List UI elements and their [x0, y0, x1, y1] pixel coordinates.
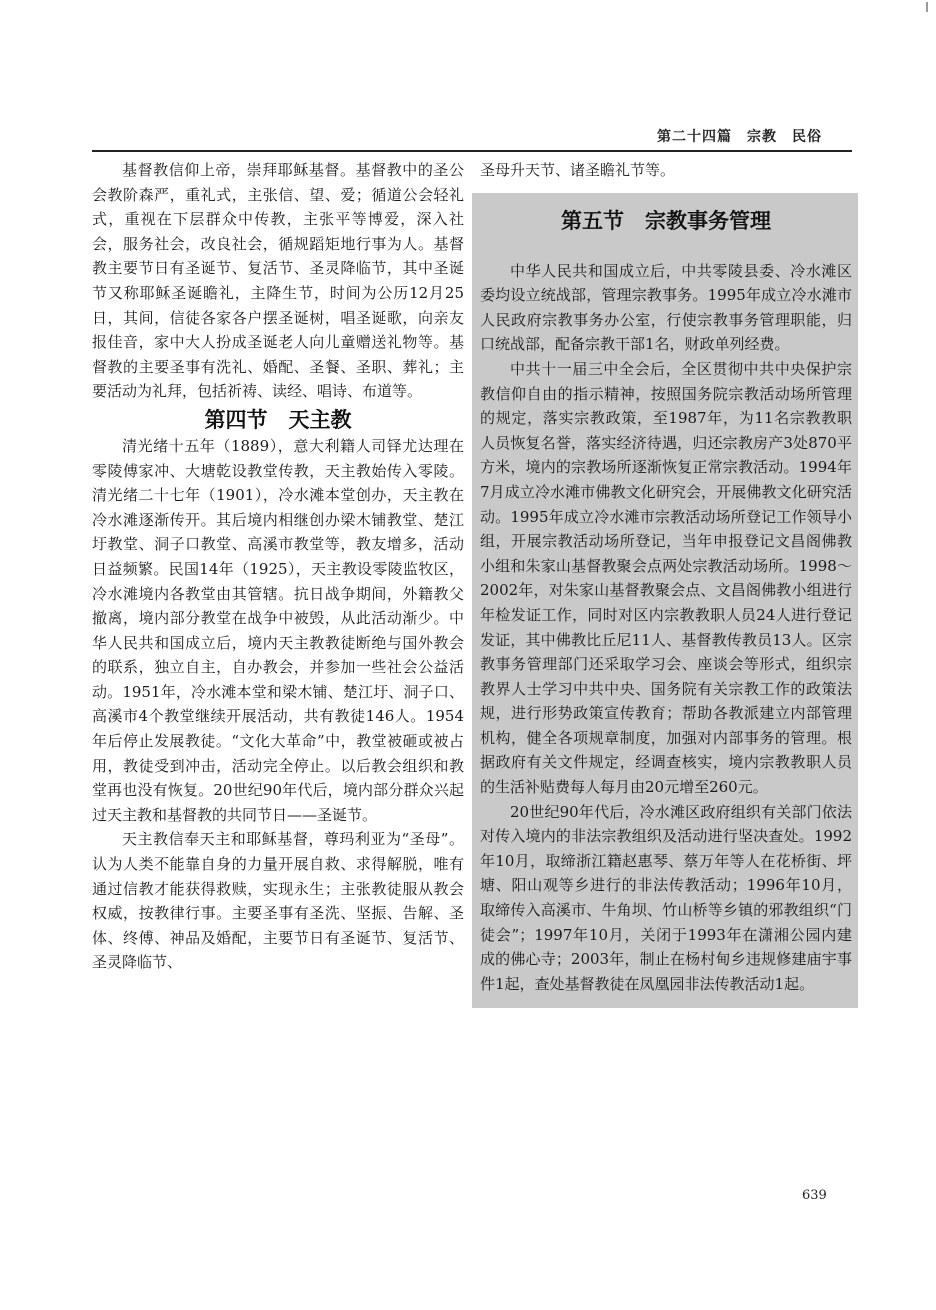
header-rule	[92, 150, 852, 152]
paragraph-management-3: 20世纪90年代后，冷水滩区政府组织有关部门依法对传入境内的非法宗教组织及活动进行坚决查处。1992年10月，取缔浙江籍赵惠琴、蔡万年等人在花桥街、坪塘、阳山观等乡进行的非法传教活动；1996年10月，取缔传入高溪市、牛角坝、竹山桥等乡镇的邪教组织“门徒会”；1997年10月，关闭于1993年在潇湘公园内建成的佛心寺；2003年，制止在杨村甸乡违规修建庙宇事件1起，查处基督教徒在凤凰园非法传教活动1起。	[480, 802, 852, 993]
paragraph-catholic-history: 清光绪十五年（1889），意大利籍人司铎尤达理在零陵傅家冲、大塘乾设教堂传教，天主教始传入零陵。清光绪二十七年（1901），冷水滩本堂创办，天主教在冷水滩逐渐传开。其后境内相继创办梁木铺教堂、楚江圩教堂、洞子口教堂、高溪市教堂等，教友增多，活动日益频繁。民国14年（1925），天主教设零陵监牧区，冷水滩境内各教堂由其管辖。抗日战争期间，外籍教父撤离，境内部分教堂在战争中被毁，从此活动渐少。中华人民共和国成立后，境内天主教教徒断绝与国外教会的联系，独立自主，自办教会，并参加一些社会公益活动。1951年，冷水滩本堂和梁木铺、楚江圩、洞子口、高溪市4个教堂继续开展活动，共有教徒146人。1954年后停止发展教徒。“文化大革命”中，教堂被砸或被占用，教徒受到冲击，活动完全停止。以后教会组织和教堂再也没有恢复。20世纪90年代后，境内部分群众兴起过天主教和基督教的共同节日——圣诞节。	[92, 436, 464, 824]
paragraph-protestant: 基督教信仰上帝，崇拜耶稣基督。基督教中的圣公会教阶森严，重礼式，主张信、望、爱；循道公会轻礼式，重视在下层群众中传教，主张平等博爱，深入社会，服务社会，改良社会，循规蹈矩地行事为人。基督教主要节日有圣诞节、复活节、圣灵降临节，其中圣诞节又称耶稣圣诞瞻礼，主降生节，时间为公历12月25日，其间，信徒各家各户摆圣诞树，唱圣诞歌，向亲友报佳音，家中大人扮成圣诞老人向儿童赠送礼物等。基督教的主要圣事有洗礼、婚配、圣餐、圣职、葬礼；主要活动为礼拜，包括祈祷、读经、唱诗、布道等。	[92, 161, 464, 401]
section-4-title: 第四节 天主教	[204, 407, 352, 432]
section-5-box	[472, 193, 858, 1009]
paragraph-management-2: 中共十一届三中全会后，全区贯彻中共中央保护宗教信仰自由的指示精神，按照国务院宗教活动场所管理的规定，落实宗教政策，至1987年，为11名宗教教职人员恢复名誉，落实经济待遇，归还宗教房产3处870平方米，境内的宗教场所逐渐恢复正常宗教活动。1994年7月成立冷水滩市佛教文化研究会，开展佛教文化研究活动。1995年成立冷水滩市宗教活动场所登记工作领导小组，开展宗教活动场所登记，当年申报登记文昌阁佛教小组和朱家山基督教聚会点两处宗教活动场所。1998～2002年，对朱家山基督教聚会点、文昌阁佛教小组进行年检发证工作，同时对区内宗教教职人员24人进行登记发证，其中佛教比丘尼11人、基督教传教员13人。区宗教事务管理部门还采取学习会、座谈会等形式，组织宗教界人士学习中共中央、国务院有关宗教工作的政策法规，进行形势政策宣传教育；帮助各教派建立内部管理机构，健全各项规章制度，加强对内部事务的管理。根据政府有关文件规定，经调查核实，境内宗教教职人员的生活补贴费每人每月由20元增至260元。	[480, 359, 852, 797]
corner-mark	[926, 2, 928, 12]
paragraph-management-1: 中华人民共和国成立后，中共零陵县委、冷水滩区委均设立统战部，管理宗教事务。1995年成立冷水滩市人民政府宗教事务办公室，行使宗教事务管理职能，归口统战部，配备宗教干部1名，财政单列经费。	[480, 261, 852, 354]
section-5-title: 第五节 宗教事务管理	[561, 208, 771, 233]
paragraph-continuation: 圣母升天节、诸圣瞻礼节等。	[480, 161, 676, 179]
chapter-header: 第二十四篇 宗教 民俗	[657, 129, 822, 145]
left-column	[92, 158, 464, 975]
page-number: 639	[802, 1188, 827, 1203]
right-column	[480, 158, 858, 1008]
paragraph-catholic-belief: 天主教信奉天主和耶稣基督，尊玛利亚为“圣母”。认为人类不能靠自身的力量开展自救、求得解脱，唯有通过信教才能获得救赎，实现永生；主张教徒服从教会权威，按教律行事。主要圣事有圣洗、坚振、告解、圣体、终傅、神品及婚配，主要节日有圣诞节、复活节、圣灵降临节、	[92, 830, 464, 972]
